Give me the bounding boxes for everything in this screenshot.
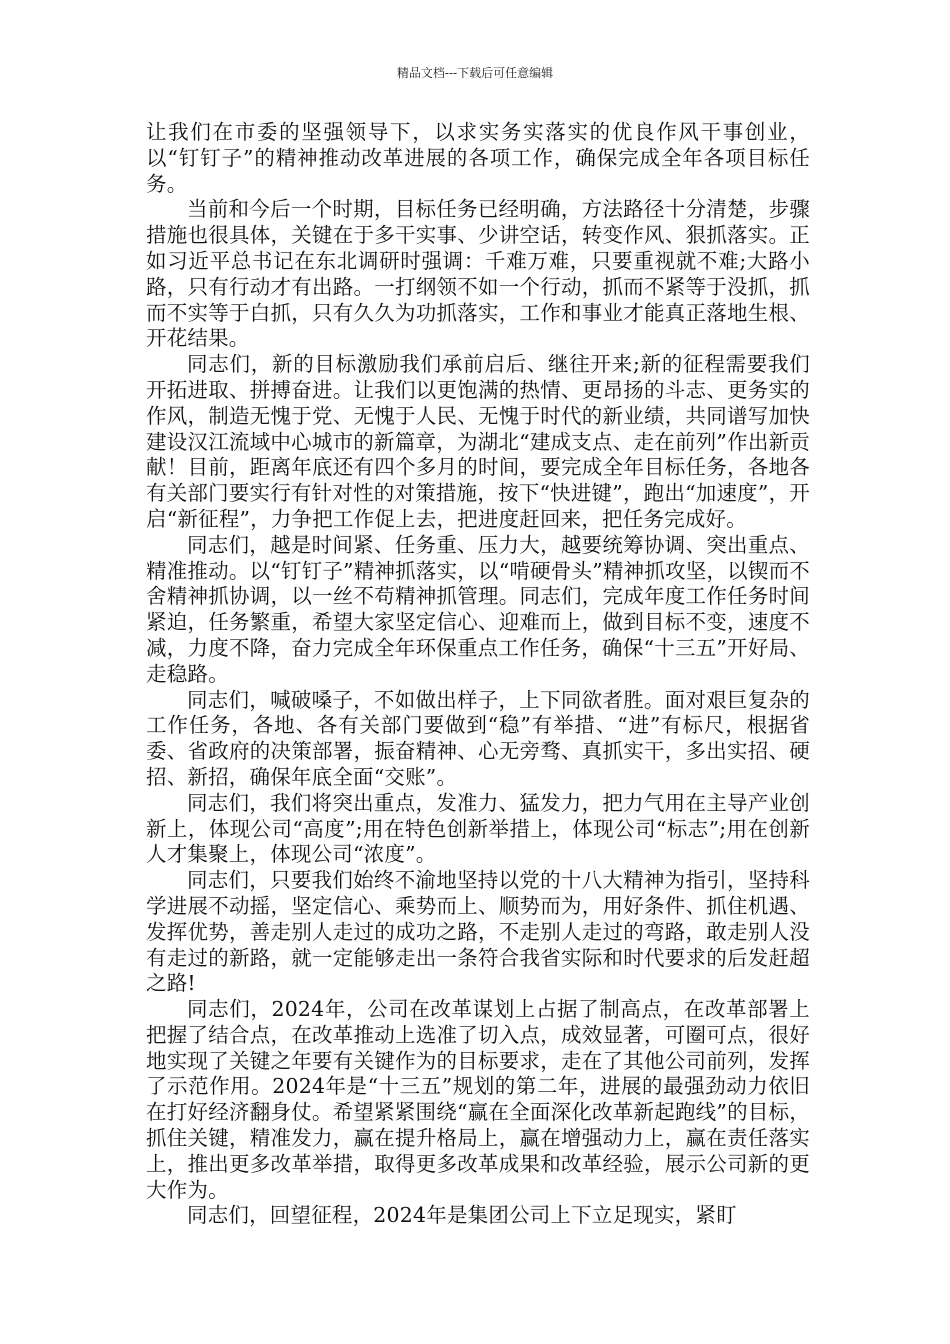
paragraph: 同志们，2024年，公司在改革谋划上占据了制高点，在改革部署上把握了结合点，在改革推动上选准了切入点，成效显著，可圈可点，很好地实现了关键之年要有关键作为的目标要求，走在了其他公司前列，发挥了示范作用。2024年是“十三五”规划的第二年，进展的最强劲动力依旧在打好经济翻身仗。希望紧紧围绕“赢在全面深化改革新起跑线”的目标，抓住关键，精准发力，赢在提升格局上，赢在增强动力上，赢在责任落实上，推出更多改革举措，取得更多改革成果和改革经验，展示公司新的更大作为。	[146, 997, 810, 1202]
paragraph: 当前和今后一个时期，目标任务已经明确，方法路径十分清楚，步骤措施也很具体，关键在于多干实事、少讲空话，转变作风、狠抓落实。正如习近平总书记在东北调研时强调：千难万难，只要重视就不难;大路小路，只有行动才有出路。一打纲领不如一个行动，抓而不紧等于没抓，抓而不实等于白抓，只有久久为功抓落实，工作和事业才能真正落地生根、开花结果。	[146, 197, 810, 351]
paragraph: 同志们，回望征程，2024年是集团公司上下立足现实，紧盯	[187, 1203, 737, 1228]
document-body	[146, 120, 810, 1229]
paragraph: 同志们，只要我们始终不渝地坚持以党的十八大精神为指引，坚持科学进展不动摇，坚定信心、乘势而上、顺势而为，用好条件、抓住机遇、发挥优势，善走别人走过的成功之路，不走别人走过的弯路，敢走别人没有走过的新路，就一定能够走出一条符合我省实际和时代要求的后发赶超之路!	[146, 868, 810, 996]
paragraph: 同志们，喊破嗓子，不如做出样子，上下同欲者胜。面对艰巨复杂的工作任务，各地、各有关部门要做到“稳”有举措、“进”有标尺，根据省委、省政府的决策部署，振奋精神、心无旁骛、真抓实干，多出实招、硬招、新招，确保年底全面“交账”。	[146, 687, 810, 789]
paragraph: 同志们，越是时间紧、任务重、压力大，越要统筹协调、突出重点、精准推动。以“钉钉子”精神抓落实，以“啃硬骨头”精神抓攻坚，以锲而不舍精神抓协调，以一丝不苟精神抓管理。同志们，完成年度工作任务时间紧迫，任务繁重，希望大家坚定信心、迎难而上，做到目标不变，速度不减，力度不降，奋力完成全年环保重点工作任务，确保“十三五”开好局、走稳路。	[146, 532, 810, 686]
page-header: 精品文档---下载后可任意编辑	[396, 66, 554, 80]
paragraph: 同志们，我们将突出重点，发准力、猛发力，把力气用在主导产业创新上，体现公司“高度”;用在特色创新举措上，体现公司“标志”;用在创新人才集聚上，体现公司“浓度”。	[146, 790, 810, 867]
paragraph: 同志们，新的目标激励我们承前启后、继往开来;新的征程需要我们开拓进取、拼搏奋进。让我们以更饱满的热情、更昂扬的斗志、更务实的作风，制造无愧于党、无愧于人民、无愧于时代的新业绩，共同谱写加快建设汉江流域中心城市的新篇章，为湖北“建成支点、走在前列”作出新贡献！目前，距离年底还有四个多月的时间，要完成全年目标任务，各地各有关部门要实行有针对性的对策措施，按下“快进键”，跑出“加速度”，开启“新征程”，力争把工作促上去，把进度赶回来，把任务完成好。	[146, 352, 810, 531]
paragraph: 让我们在市委的坚强领导下，以求实务实落实的优良作风干事创业，以“钉钉子”的精神推动改革进展的各项工作，确保完成全年各项目标任务。	[146, 120, 810, 196]
